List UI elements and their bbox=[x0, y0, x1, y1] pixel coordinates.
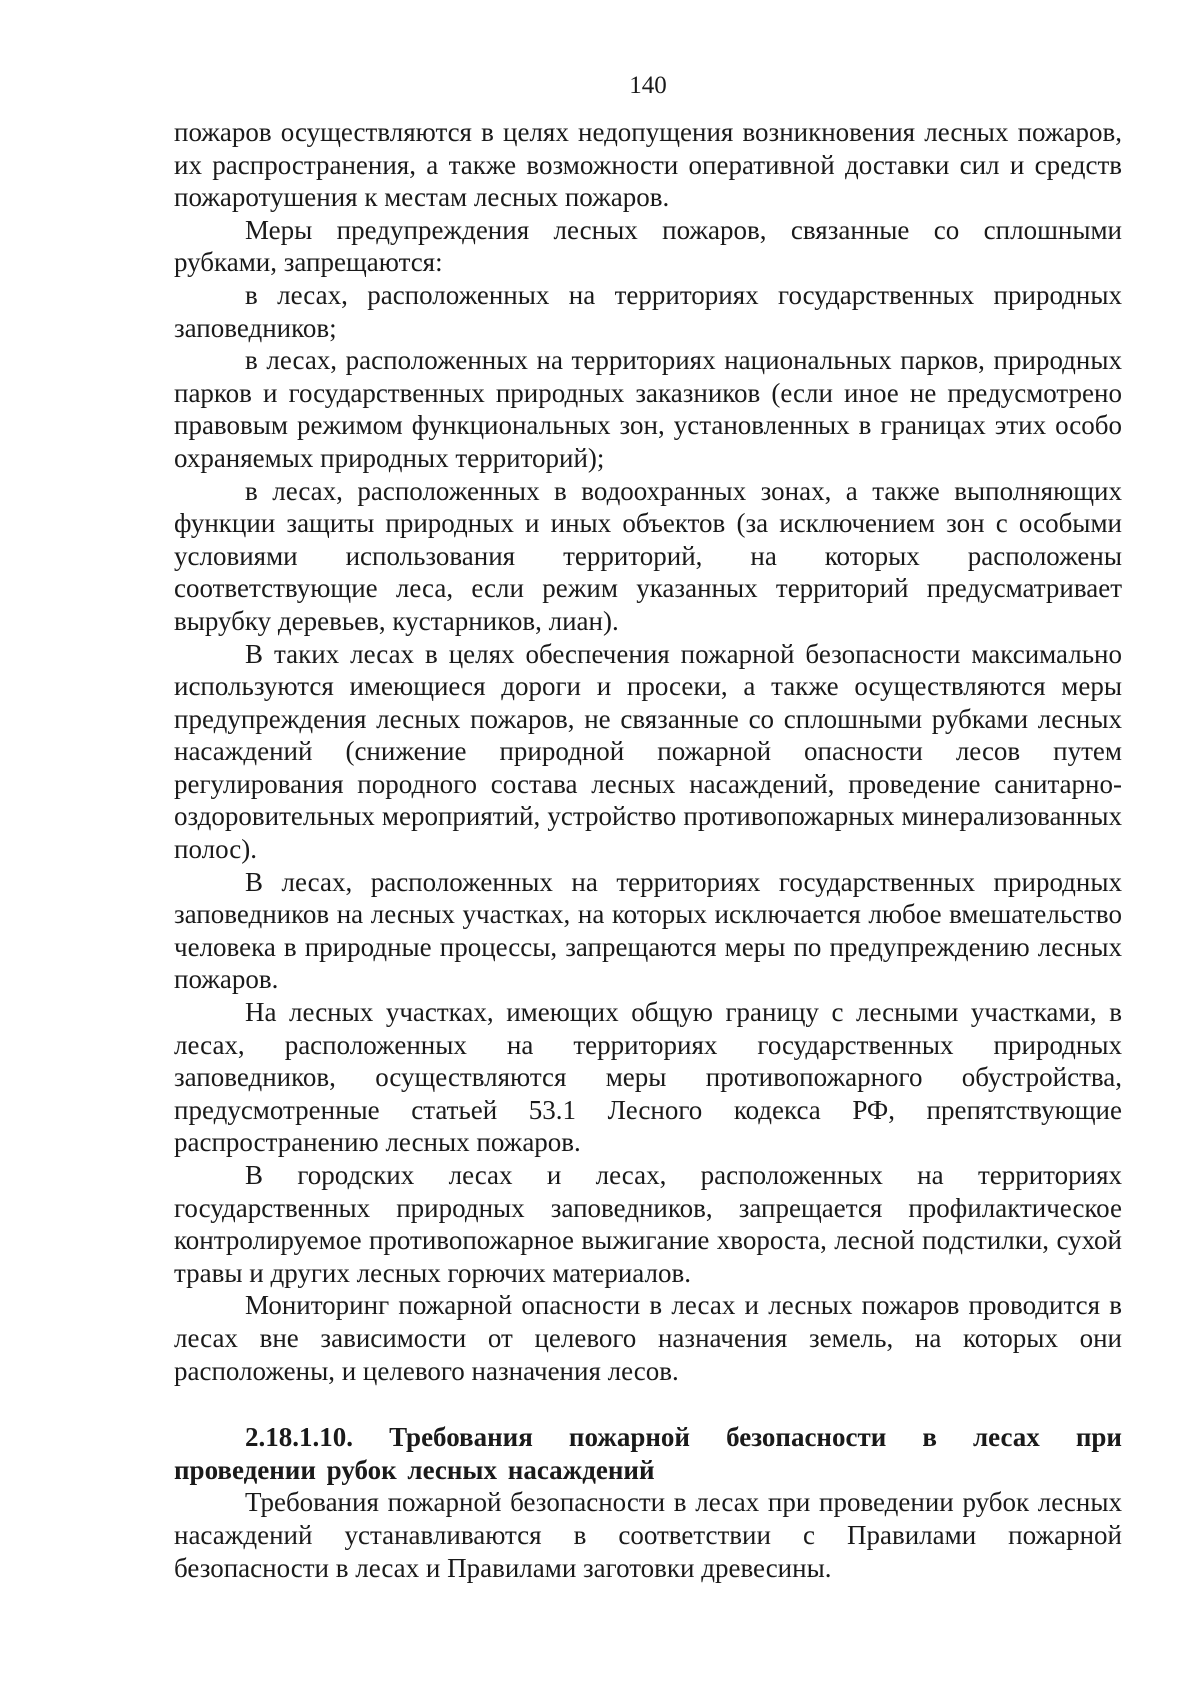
section-paragraph: Требования пожарной безопасности в лесах при проведении рубок лесных насаждений устанавливаются в соответствии с Правилами пожарной безопасности в лесах и Правилами заготовки древесины. bbox=[174, 1487, 1122, 1583]
body-text bbox=[174, 116, 1122, 1584]
paragraph: в лесах, расположенных на территориях национальных парков, природных парков и государственных природных заказников (если иное не предусмотрено правовым режимом функциональных зон, установленных в границах этих особо охраняемых природных территорий); bbox=[174, 345, 1122, 473]
paragraph: В городских лесах и лесах, расположенных на территориях государственных природных заповедников, запрещается профилактическое контролируемое противопожарное выжигание хвороста, лесной подстилки, сухой травы и других лесных горючих материалов. bbox=[174, 1160, 1122, 1288]
section-heading: 2.18.1.10. Требования пожарной безопасности в лесах при проведении рубок лесных насаждений bbox=[174, 1422, 1122, 1485]
paragraph: в лесах, расположенных в водоохранных зонах, а также выполняющих функции защиты природных и иных объектов (за исключением зон с особыми условиями использования территорий, на которых расположены соответствующие леса, если режим указанных территорий предусматривает вырубку деревьев, кустарников, лиан). bbox=[174, 475, 1122, 636]
paragraph: В таких лесах в целях обеспечения пожарной безопасности максимально используются имеющиеся дороги и просеки, а также осуществляются меры предупреждения лесных пожаров, не связанные со сплошными рубками лесных насаждений (снижение природной пожарной опасности лесов путем регулирования породного состава лесных насаждений, проведение санитарно-оздоровительных мероприятий, устройство противопожарных минерализованных полос). bbox=[174, 638, 1122, 865]
page-number: 140 bbox=[629, 72, 667, 99]
paragraph: Мониторинг пожарной опасности в лесах и лесных пожаров проводится в лесах вне зависимости от целевого назначения земель, на которых они расположены, и целевого назначения лесов. bbox=[174, 1290, 1122, 1386]
paragraph: На лесных участках, имеющих общую границу с лесными участками, в лесах, расположенных на территориях государственных природных заповедников, осуществляются меры противопожарного обустройства, предусмотренные статьей 53.1 Лесного кодекса РФ, препятствующие распространению лесных пожаров. bbox=[174, 997, 1122, 1158]
paragraph: Меры предупреждения лесных пожаров, связанные со сплошными рубками, запрещаются: bbox=[174, 214, 1122, 278]
paragraph: в лесах, расположенных на территориях государственных природных заповедников; bbox=[174, 279, 1122, 343]
paragraph: В лесах, расположенных на территориях государственных природных заповедников на лесных участках, на которых исключается любое вмешательство человека в природные процессы, запрещаются меры по предупреждению лесных пожаров. bbox=[174, 866, 1122, 995]
paragraph-continuation: пожаров осуществляются в целях недопущения возникновения лесных пожаров, их распространения, а также возможности оперативной доставки сил и средств пожаротушения к местам лесных пожаров. bbox=[174, 117, 1122, 213]
